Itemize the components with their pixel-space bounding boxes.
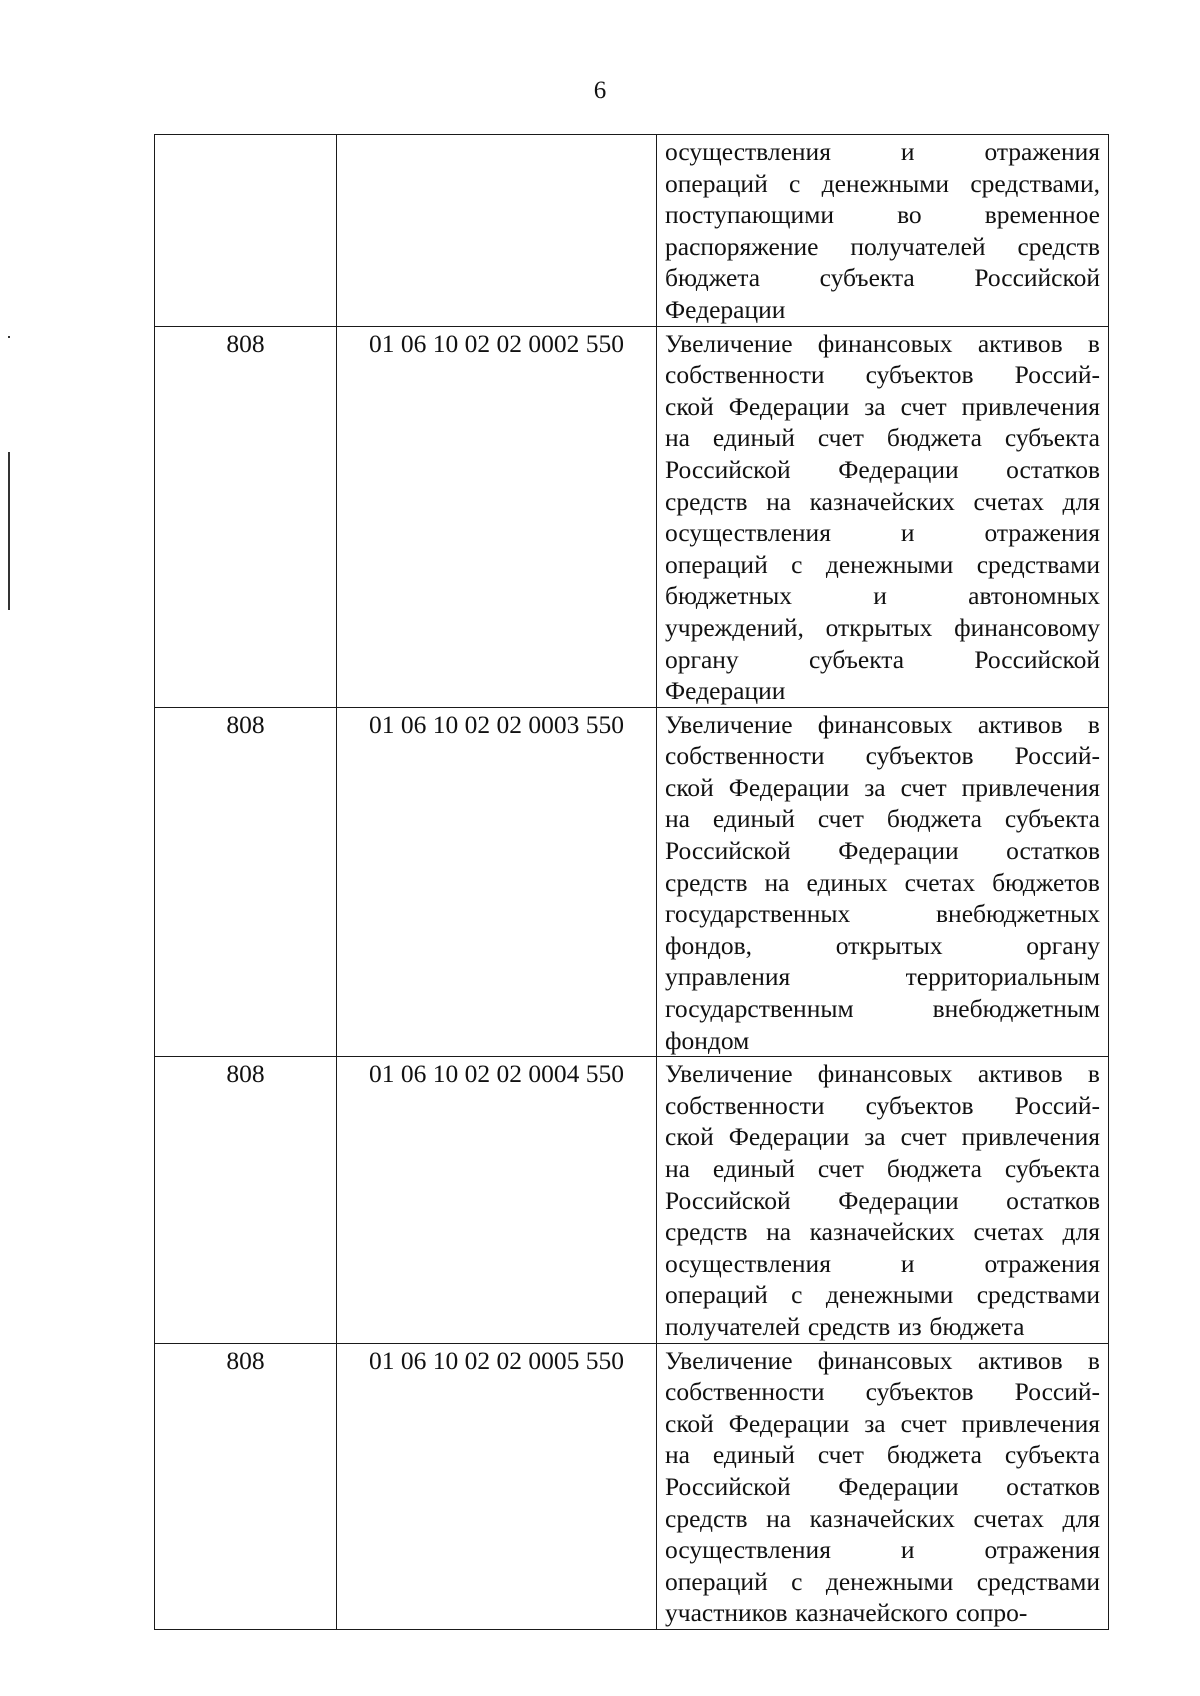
description-word: автономных (968, 581, 1100, 611)
description-word: субъектов (865, 1377, 974, 1407)
description-line (665, 1597, 1100, 1629)
description-line (665, 1503, 1100, 1535)
description-word: ской (665, 772, 714, 802)
description-word: остатков (1006, 836, 1100, 866)
description-line (665, 1376, 1100, 1408)
description-word: денежными (821, 168, 950, 198)
description-word: казначейских (809, 1503, 955, 1533)
description-line (665, 930, 1100, 962)
description-text (657, 708, 1108, 1057)
description-word: активов (977, 709, 1063, 739)
description-word: собственности (665, 1090, 825, 1120)
description-word: остатков (1006, 1185, 1100, 1215)
description-word: за (864, 1122, 886, 1152)
table-row (155, 1057, 1109, 1343)
description-word: Россий- (1014, 1377, 1100, 1407)
admin-code: 808 (226, 1345, 265, 1375)
description-word: Россий- (1014, 1090, 1100, 1120)
admin-code: 808 (226, 709, 265, 739)
description-word: счет (817, 804, 864, 834)
description-word: фондов, (665, 930, 753, 960)
description-word: осуществления (665, 518, 831, 548)
description-line (665, 1248, 1100, 1280)
description-word: субъекта (1004, 423, 1100, 453)
description-line (665, 486, 1100, 518)
description-word: учреждений, (665, 612, 804, 642)
description-line (665, 294, 1100, 326)
description-word: Федерации (838, 1471, 959, 1501)
description-word: территориальным (905, 962, 1100, 992)
description-word: денежными (825, 1280, 954, 1310)
description-line (665, 517, 1100, 549)
description-word: для (1062, 486, 1100, 516)
description-line (665, 1534, 1100, 1566)
description-line (665, 961, 1100, 993)
description-word: казначейских (809, 486, 955, 516)
description-word: денежными (825, 549, 954, 579)
table-row (155, 326, 1109, 707)
description-line (665, 1185, 1100, 1217)
classification-code: 01 06 10 02 02 0002 550 (369, 328, 624, 358)
description-word: активов (977, 328, 1063, 358)
description-word: Федерации (728, 1122, 850, 1152)
description-line (665, 1566, 1100, 1598)
description-word: Российской (665, 1185, 791, 1215)
description-word: субъектов (865, 360, 974, 390)
description-word: внебюджетным (932, 994, 1100, 1024)
classification-code: 01 06 10 02 02 0004 550 (369, 1059, 624, 1089)
description-word: финансовому (954, 612, 1100, 642)
page-number: 6 (593, 77, 607, 104)
description-word: операций (665, 1566, 768, 1596)
description-word: открытых (825, 612, 933, 642)
description-word: субъекта (1004, 1440, 1100, 1470)
table-body (155, 135, 1109, 1630)
description-word: счет (817, 1440, 864, 1470)
admin-code-cell (155, 1057, 337, 1343)
description-text (657, 135, 1108, 326)
description-line (665, 168, 1100, 200)
description-word: осуществления (665, 137, 831, 166)
description-word: операций (665, 549, 768, 579)
description-word: Федерации (728, 391, 850, 421)
description-word: Российской (665, 454, 791, 484)
description-word: с (791, 549, 803, 579)
description-word: для (1062, 1503, 1100, 1533)
description-word: на (665, 804, 690, 834)
description-line (665, 262, 1100, 294)
description-word: на (766, 1217, 792, 1247)
description-word: на (766, 486, 792, 516)
classification-code-cell (337, 707, 657, 1057)
description-line (665, 740, 1100, 772)
description-word: Федерации (665, 294, 786, 324)
description-word: средств (1017, 231, 1100, 261)
description-word: ской (665, 1408, 714, 1438)
description-word: счет (900, 772, 947, 802)
description-word: в (1087, 709, 1100, 739)
description-cell (657, 707, 1109, 1057)
budget-table (154, 134, 1109, 1630)
description-word: средств (665, 867, 748, 897)
description-line (665, 1121, 1100, 1153)
description-line (665, 644, 1100, 676)
description-word: собственности (665, 1377, 825, 1407)
classification-code: 01 06 10 02 02 0003 550 (369, 709, 624, 739)
description-word: Федерации (728, 1408, 850, 1438)
description-word: за (864, 1408, 886, 1438)
description-word: открытых (835, 930, 943, 960)
description-line (665, 1345, 1100, 1377)
description-word: единый (712, 804, 795, 834)
description-word: субъектов (865, 741, 974, 771)
description-line (665, 867, 1100, 899)
description-word: единый (712, 423, 795, 453)
admin-code-cell (155, 1343, 337, 1629)
description-word: средств (807, 1311, 891, 1341)
description-word: с (791, 1280, 803, 1310)
description-word: во (897, 200, 922, 230)
description-word: финансовых (817, 328, 953, 358)
description-word: для (1062, 1217, 1100, 1247)
classification-code-cell (337, 135, 657, 327)
description-line (665, 1439, 1100, 1471)
description-word: и (900, 137, 915, 166)
description-word: единый (712, 1440, 795, 1470)
description-word: на (665, 1440, 690, 1470)
description-word: собственности (665, 741, 825, 771)
description-word: Федерации (665, 676, 786, 706)
description-line (665, 1471, 1100, 1503)
description-word: распоряжение (665, 231, 819, 261)
description-word: получателей (850, 231, 986, 261)
description-word: государственным (665, 994, 854, 1024)
description-line (665, 422, 1100, 454)
description-word: бюджетных (665, 581, 792, 611)
description-word: Россий- (1014, 360, 1100, 390)
description-word: сопро- (955, 1598, 1028, 1628)
description-line (665, 675, 1100, 707)
description-word: и (900, 1248, 915, 1278)
description-word: субъекта (808, 644, 905, 674)
description-word: средствами (976, 549, 1100, 579)
description-cell (657, 1343, 1109, 1629)
description-word: с (791, 1566, 803, 1596)
description-cell (657, 1057, 1109, 1343)
description-word: и (900, 518, 915, 548)
description-word: счетах (973, 486, 1044, 516)
description-line (665, 772, 1100, 804)
description-word: средствами (976, 1566, 1100, 1596)
description-line (665, 580, 1100, 612)
table-row (155, 1343, 1109, 1629)
description-word: отражения (984, 1535, 1100, 1565)
description-word: в (1087, 1059, 1100, 1089)
description-line (665, 898, 1100, 930)
description-word: счет (900, 1408, 947, 1438)
description-word: получателей (665, 1311, 801, 1341)
description-word: счет (900, 391, 947, 421)
description-word: отражения (984, 137, 1100, 166)
description-word: казначейского (795, 1598, 949, 1628)
description-word: бюджета (886, 423, 982, 453)
description-word: средствами, (970, 168, 1100, 198)
description-text (657, 1057, 1108, 1342)
description-word: внебюджетных (936, 899, 1100, 929)
description-line (665, 454, 1100, 486)
description-word: на (764, 867, 790, 897)
description-word: Федерации (728, 772, 850, 802)
description-word: казначейских (809, 1217, 955, 1247)
description-line (665, 391, 1100, 423)
description-word: единых (806, 867, 888, 897)
description-word: операций (665, 1280, 768, 1310)
table-row (155, 135, 1109, 327)
description-word: единый (712, 1154, 795, 1183)
description-line (665, 993, 1100, 1025)
description-line (665, 1408, 1100, 1440)
description-word: субъекта (1004, 804, 1100, 834)
description-word: фондом (665, 1025, 750, 1055)
description-line (665, 1025, 1100, 1057)
description-line (665, 835, 1100, 867)
description-word: Увеличение (665, 1059, 793, 1089)
description-word: ской (665, 1122, 714, 1152)
description-word: временное (984, 200, 1100, 230)
description-word: финансовых (817, 709, 953, 739)
admin-code (155, 135, 336, 136)
description-word: государственных (665, 899, 851, 929)
description-line (665, 1216, 1100, 1248)
description-word: Российской (665, 836, 791, 866)
description-word: отражения (984, 1248, 1100, 1278)
description-word: бюджета (929, 1311, 1025, 1341)
description-word: счетах (904, 867, 976, 897)
description-word: Увеличение (665, 709, 793, 739)
description-word: собственности (665, 360, 825, 390)
description-word: финансовых (817, 1059, 953, 1089)
description-word: ской (665, 391, 714, 421)
classification-code-cell (337, 1343, 657, 1629)
description-word: управления (665, 962, 791, 992)
description-word: Увеличение (665, 1345, 793, 1375)
description-word: бюджета (886, 1440, 982, 1470)
description-word: счет (817, 423, 864, 453)
description-word: и (873, 581, 887, 611)
description-word: Федерации (838, 836, 959, 866)
description-word: привлечения (961, 772, 1100, 802)
description-word: на (665, 1154, 690, 1183)
classification-code-cell (337, 1057, 657, 1343)
classification-code (337, 135, 656, 136)
table-row (155, 707, 1109, 1057)
description-word: субъектов (865, 1090, 974, 1120)
description-word: субъекта (1004, 1154, 1100, 1183)
classification-code-cell (337, 326, 657, 707)
description-line (665, 136, 1100, 168)
description-line (665, 328, 1100, 360)
description-word: Российской (974, 263, 1100, 293)
description-word: денежными (825, 1566, 954, 1596)
description-word: отражения (984, 518, 1100, 548)
description-word: за (864, 391, 886, 421)
description-word: субъекта (819, 263, 915, 293)
description-cell (657, 326, 1109, 707)
description-line (665, 359, 1100, 391)
description-line (665, 549, 1100, 581)
description-word: бюджета (665, 263, 761, 293)
description-word: счет (817, 1154, 864, 1183)
description-word: Федерации (838, 454, 959, 484)
description-word: операций (665, 168, 768, 198)
description-word: Российской (665, 1471, 791, 1501)
classification-code: 01 06 10 02 02 0005 550 (369, 1345, 624, 1375)
description-word: Увеличение (665, 328, 793, 358)
description-word: счет (900, 1122, 947, 1152)
description-word: за (864, 772, 886, 802)
description-word: Россий- (1014, 741, 1100, 771)
description-word: Российской (974, 644, 1100, 674)
description-word: в (1087, 1345, 1100, 1375)
description-word: финансовых (817, 1345, 953, 1375)
description-line (665, 612, 1100, 644)
description-word: активов (977, 1059, 1063, 1089)
description-word: из (897, 1311, 922, 1341)
admin-code: 808 (226, 1059, 265, 1089)
description-word: привлечения (961, 1122, 1100, 1152)
description-word: счетах (973, 1503, 1044, 1533)
description-text (657, 1344, 1108, 1629)
description-word: и (900, 1535, 915, 1565)
description-word: участников (665, 1598, 788, 1628)
description-word: средств (665, 486, 748, 516)
description-word: с (789, 168, 801, 198)
description-line (665, 803, 1100, 835)
description-line (665, 1153, 1100, 1185)
description-word: органу (1026, 930, 1100, 960)
admin-code-cell (155, 135, 337, 327)
description-cell (657, 135, 1109, 327)
description-word: осуществления (665, 1535, 831, 1565)
scan-artifact-mark (8, 452, 10, 610)
description-line (665, 231, 1100, 263)
description-word: органу (665, 644, 739, 674)
description-word: бюджета (886, 804, 982, 834)
description-line (665, 1279, 1100, 1311)
description-word: активов (977, 1345, 1063, 1375)
description-word: привлечения (961, 391, 1100, 421)
description-line (665, 709, 1100, 741)
description-word: бюджета (886, 1154, 982, 1183)
description-line (665, 1311, 1100, 1343)
description-line (665, 199, 1100, 231)
description-line (665, 1090, 1100, 1122)
description-word: бюджетов (992, 867, 1100, 897)
description-word: Федерации (838, 1185, 959, 1215)
description-word: остатков (1006, 1471, 1100, 1501)
description-line (665, 1058, 1100, 1090)
description-word: в (1087, 328, 1100, 358)
description-word: на (766, 1503, 792, 1533)
description-word: на (665, 423, 690, 453)
description-word: поступающими (665, 200, 834, 230)
description-word: средств (665, 1503, 748, 1533)
description-word: осуществления (665, 1248, 831, 1278)
admin-code-cell (155, 326, 337, 707)
description-word: привлечения (961, 1408, 1100, 1438)
description-word: остатков (1006, 454, 1100, 484)
description-word: средств (665, 1217, 748, 1247)
description-word: счетах (973, 1217, 1044, 1247)
admin-code-cell (155, 707, 337, 1057)
description-text (657, 327, 1108, 707)
admin-code: 808 (226, 328, 265, 358)
description-word: средствами (976, 1280, 1100, 1310)
scan-artifact-dot (8, 336, 10, 338)
